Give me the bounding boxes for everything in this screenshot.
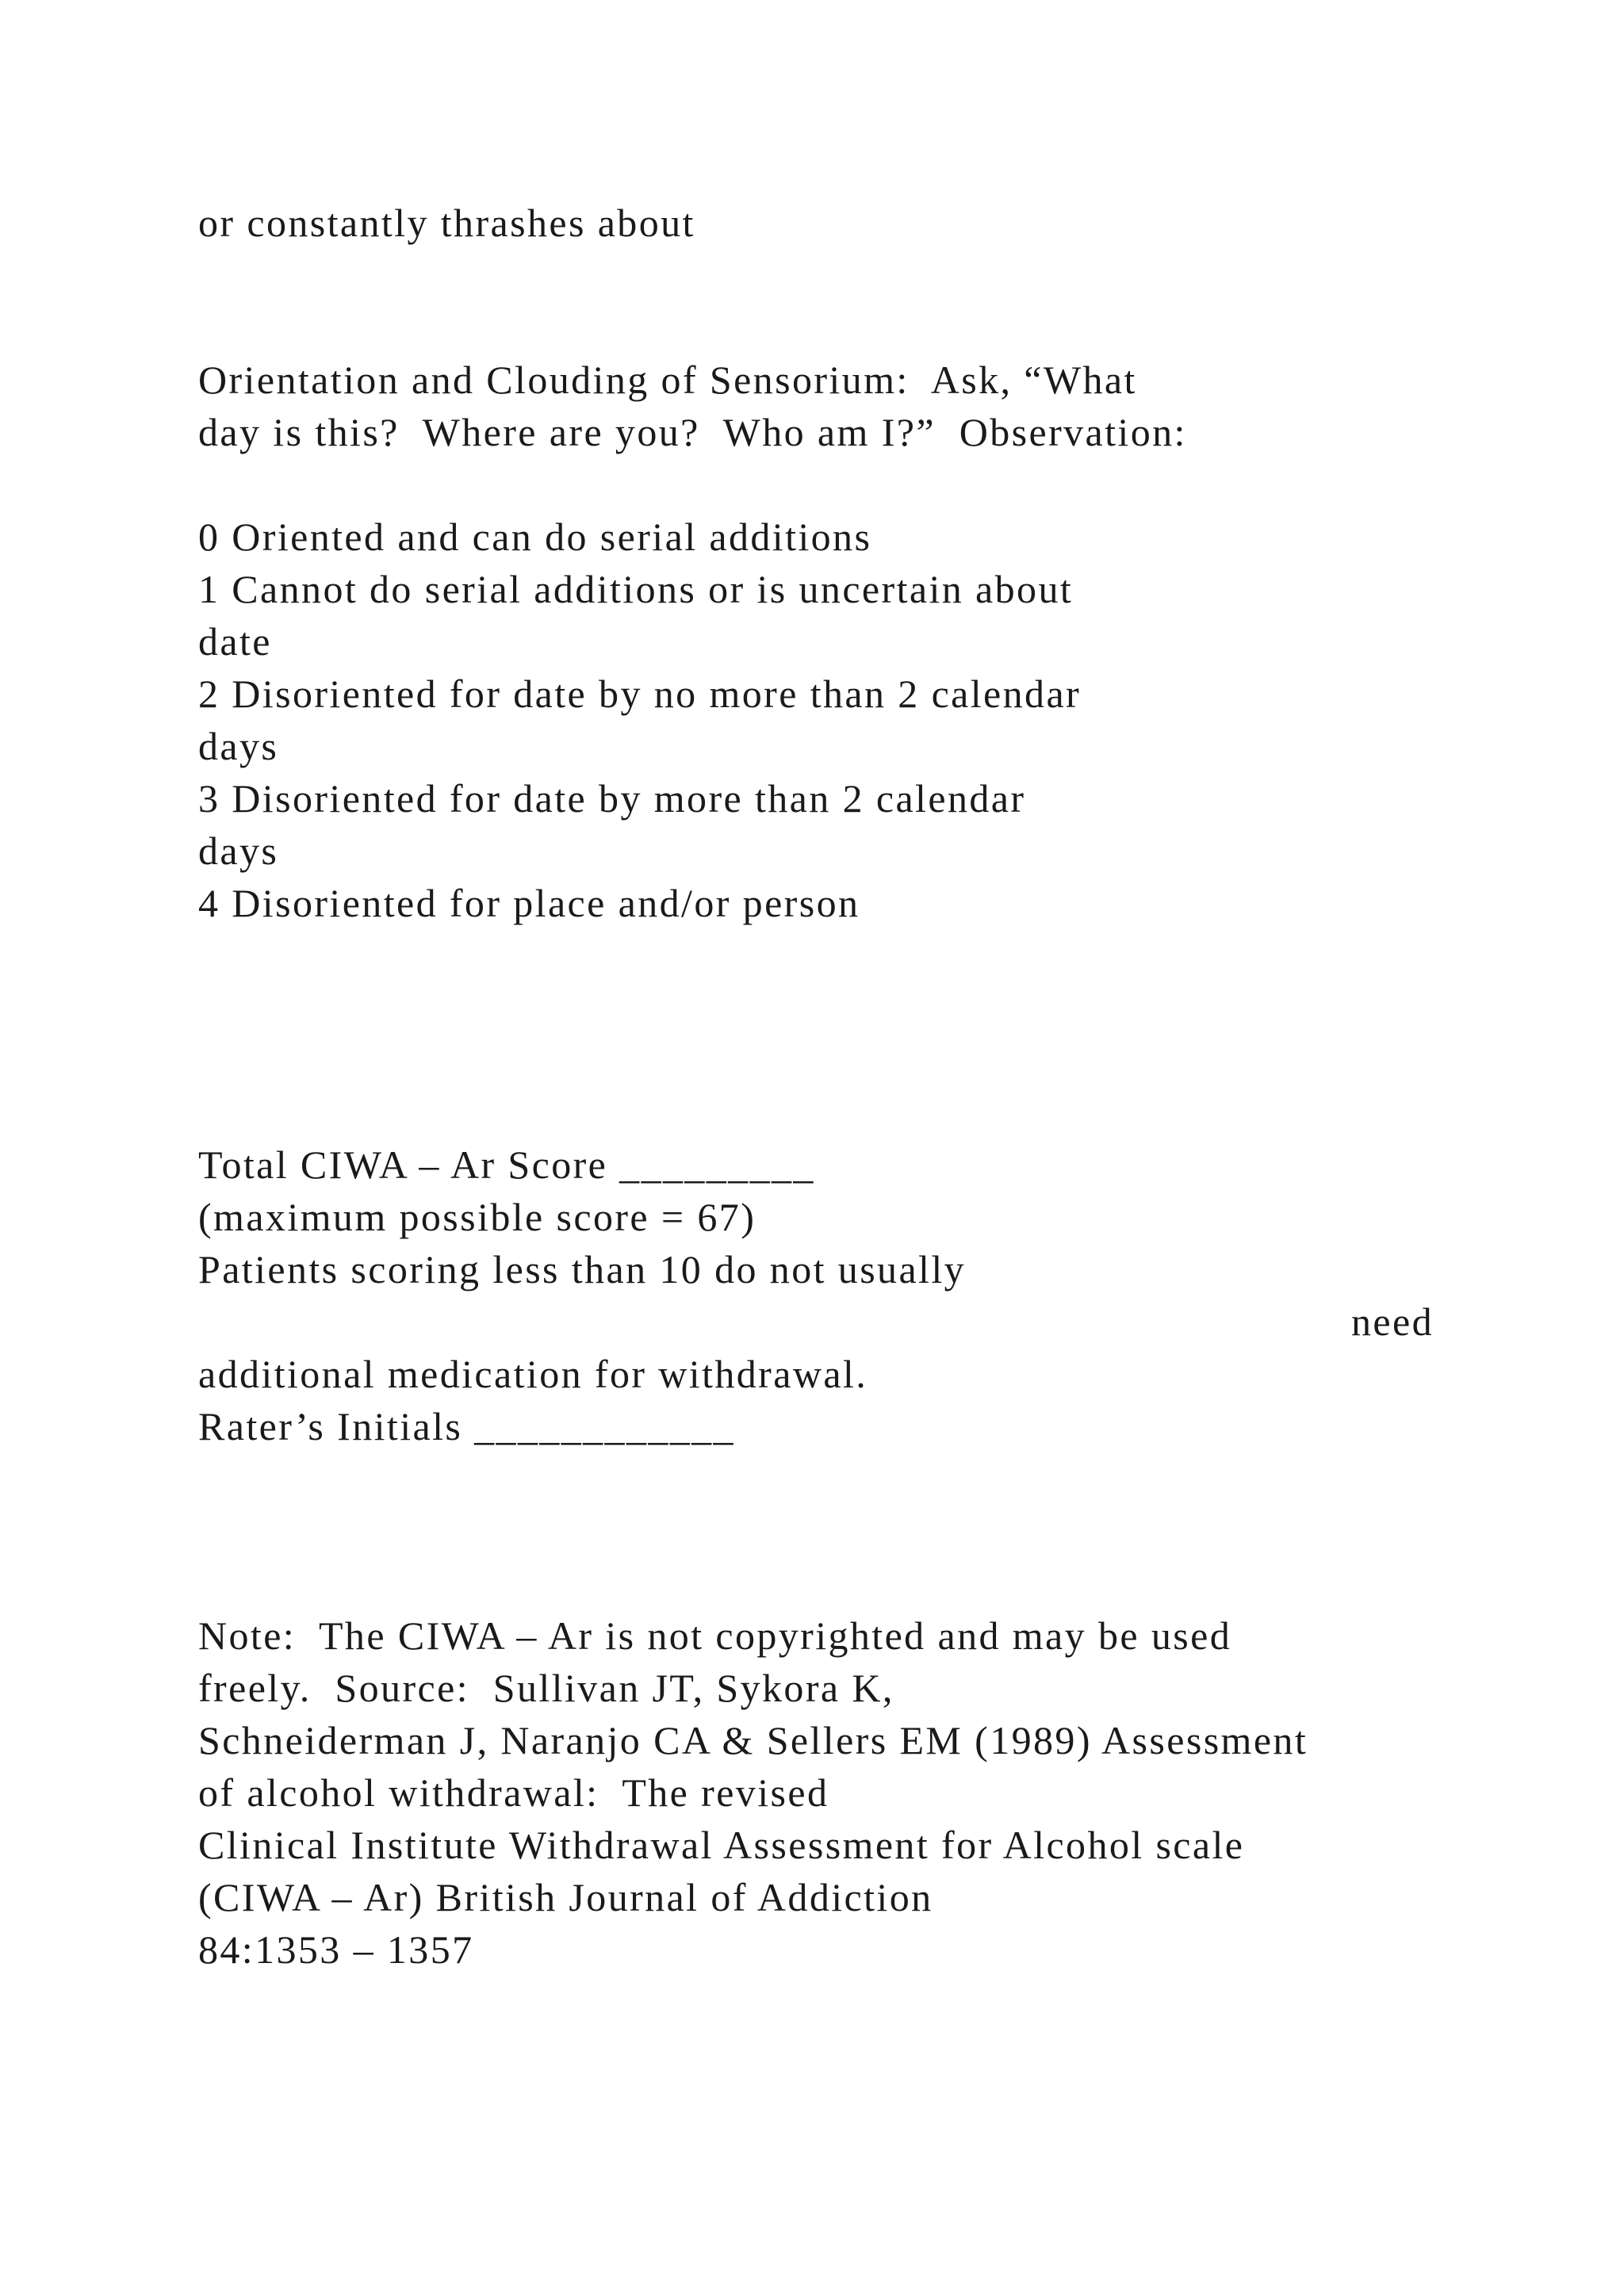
note-line-2: freely. Source: Sullivan JT, Sykora K, <box>198 1666 894 1710</box>
orientation-option-2: 2 Disoriented for date by no more than 2 calendar <box>198 672 1082 716</box>
orientation-option-2-cont: days <box>198 724 279 768</box>
raters-initials-line: Rater’s Initials ____________ <box>198 1404 735 1448</box>
orientation-heading-line-1: Orientation and Clouding of Sensorium: Ask, “What <box>198 358 1137 402</box>
orientation-option-1: 1 Cannot do serial additions or is uncertain about <box>198 567 1074 611</box>
total-score-line: Total CIWA – Ar Score _________ <box>198 1142 815 1187</box>
orientation-option-1-cont: date <box>198 619 272 664</box>
patients-scoring-line: Patients scoring less than 10 do not usually <box>198 1247 967 1292</box>
orientation-option-0: 0 Oriented and can do serial additions <box>198 515 872 559</box>
max-score-line: (maximum possible score = 67) <box>198 1195 756 1239</box>
additional-medication-line: additional medication for withdrawal. <box>198 1352 868 1396</box>
orientation-option-4: 4 Disoriented for place and/or person <box>198 881 860 925</box>
text-line-thrashes: or constantly thrashes about <box>198 201 695 245</box>
note-line-6: (CIWA – Ar) British Journal of Addiction <box>198 1875 933 1919</box>
patients-scoring-need: need <box>1351 1299 1434 1344</box>
orientation-heading-line-2: day is this? Where are you? Who am I?” Observation: <box>198 410 1187 454</box>
orientation-option-3: 3 Disoriented for date by more than 2 calendar <box>198 776 1026 821</box>
note-line-3: Schneiderman J, Naranjo CA & Sellers EM (1989) Assessment <box>198 1718 1308 1762</box>
note-line-7: 84:1353 – 1357 <box>198 1927 474 1972</box>
orientation-option-3-cont: days <box>198 828 279 873</box>
note-line-5: Clinical Institute Withdrawal Assessment for Alcohol scale <box>198 1823 1245 1867</box>
note-line-1: Note: The CIWA – Ar is not copyrighted and may be used <box>198 1613 1232 1658</box>
note-line-4: of alcohol withdrawal: The revised <box>198 1770 829 1815</box>
